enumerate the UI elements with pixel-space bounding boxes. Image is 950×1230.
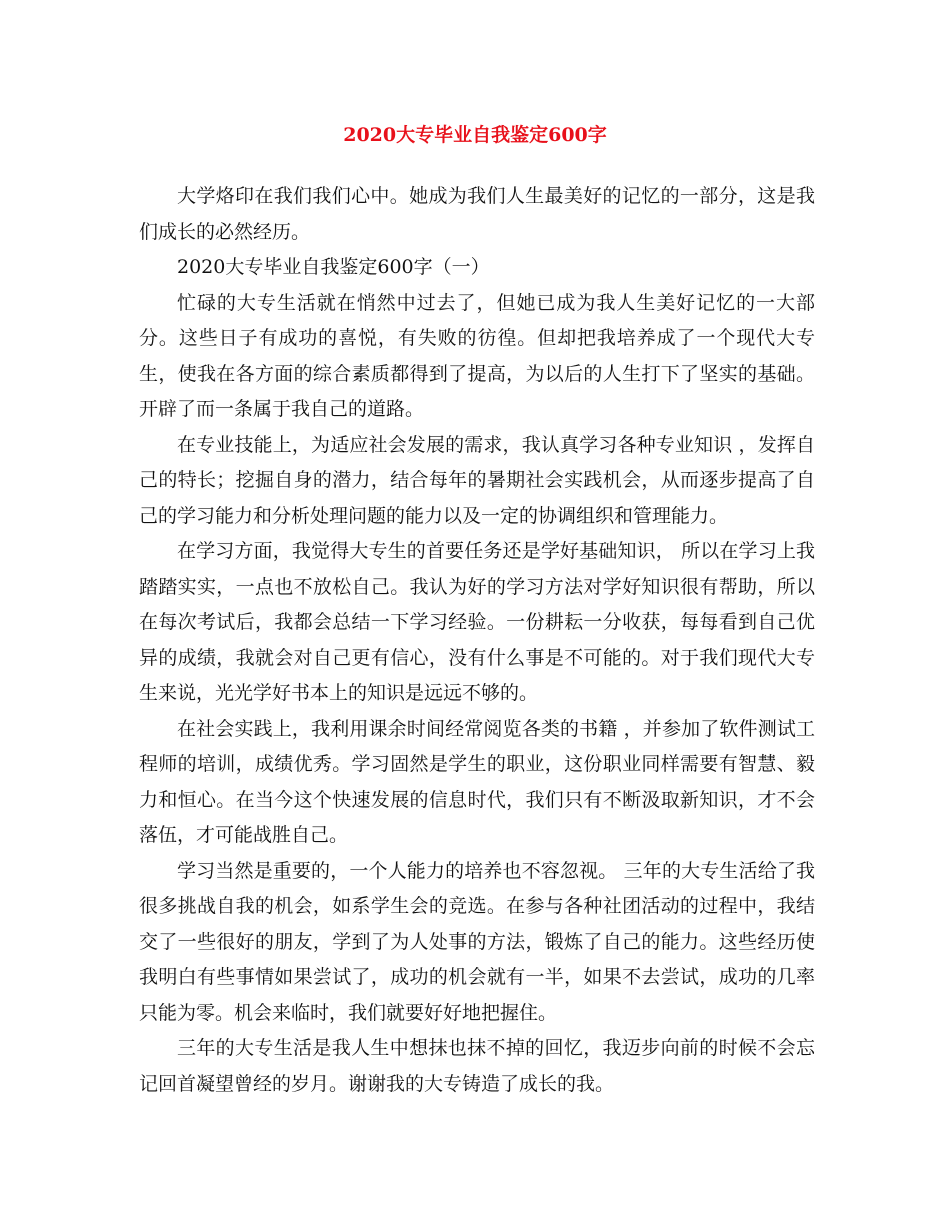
paragraph: 在学习方面，我觉得大专生的首要任务还是学好基础知识， 所以在学习上我踏踏实实，一点也不放松自己。我认为好的学习方法对学好知识很有帮助，所以在每次考试后，我都会总结一下学习经验。一份耕耘一分收获，每每看到自己优异的成绩，我就会对自己更有信心，没有什么事是不可能的。对于我们现代大专生来说，光光学好书本上的知识是远远不够的。 <box>139 540 815 704</box>
section-heading: 2020大专毕业自我鉴定600字（一） <box>177 256 490 278</box>
paragraph: 在专业技能上，为适应社会发展的需求，我认真学习各种专业知识 ，发挥自己的特长；挖掘自身的潜力，结合每年的暑期社会实践机会，从而逐步提高了自己的学习能力和分析处理问题的能力以及一定的协调组织和管理能力。 <box>139 433 815 527</box>
paragraph: 忙碌的大专生活就在悄然中过去了，但她已成为我人生美好记忆的一大部分。这些日子有成功的喜悦，有失败的彷徨。但却把我培养成了一个现代大专生，使我在各方面的综合素质都得到了提高，为以后的人生打下了坚实的基础。开辟了而一条属于我自己的道路。 <box>139 291 815 420</box>
paragraph-intro: 大学烙印在我们我们心中。她成为我们人生最美好的记忆的一部分，这是我们成长的必然经历。 <box>139 185 815 243</box>
document-title: 2020大专毕业自我鉴定600字 <box>343 124 607 146</box>
document-body <box>139 179 815 1102</box>
paragraph: 在社会实践上，我利用课余时间经常阅览各类的书籍 ，并参加了软件测试工程师的培训，成绩优秀。学习固然是学生的职业，这份职业同样需要有智慧、毅力和恒心。在当今这个快速发展的信息时代，我们只有不断汲取新知识，才不会落伍，才可能战胜自己。 <box>139 717 815 846</box>
paragraph-closing: 三年的大专生活是我人生中想抹也抹不掉的回忆，我迈步向前的时候不会忘记回首凝望曾经的岁月。谢谢我的大专铸造了成长的我。 <box>139 1037 815 1095</box>
paragraph: 学习当然是重要的，一个人能力的培养也不容忽视。 三年的大专生活给了我很多挑战自我的机会，如系学生会的竞选。在参与各种社团活动的过程中，我结交了一些很好的朋友，学到了为人处事的方法，锻炼了自己的能力。这些经历使我明白有些事情如果尝试了，成功的机会就有一半，如果不去尝试，成功的几率只能为零。机会来临时，我们就要好好地把握住。 <box>139 859 815 1024</box>
